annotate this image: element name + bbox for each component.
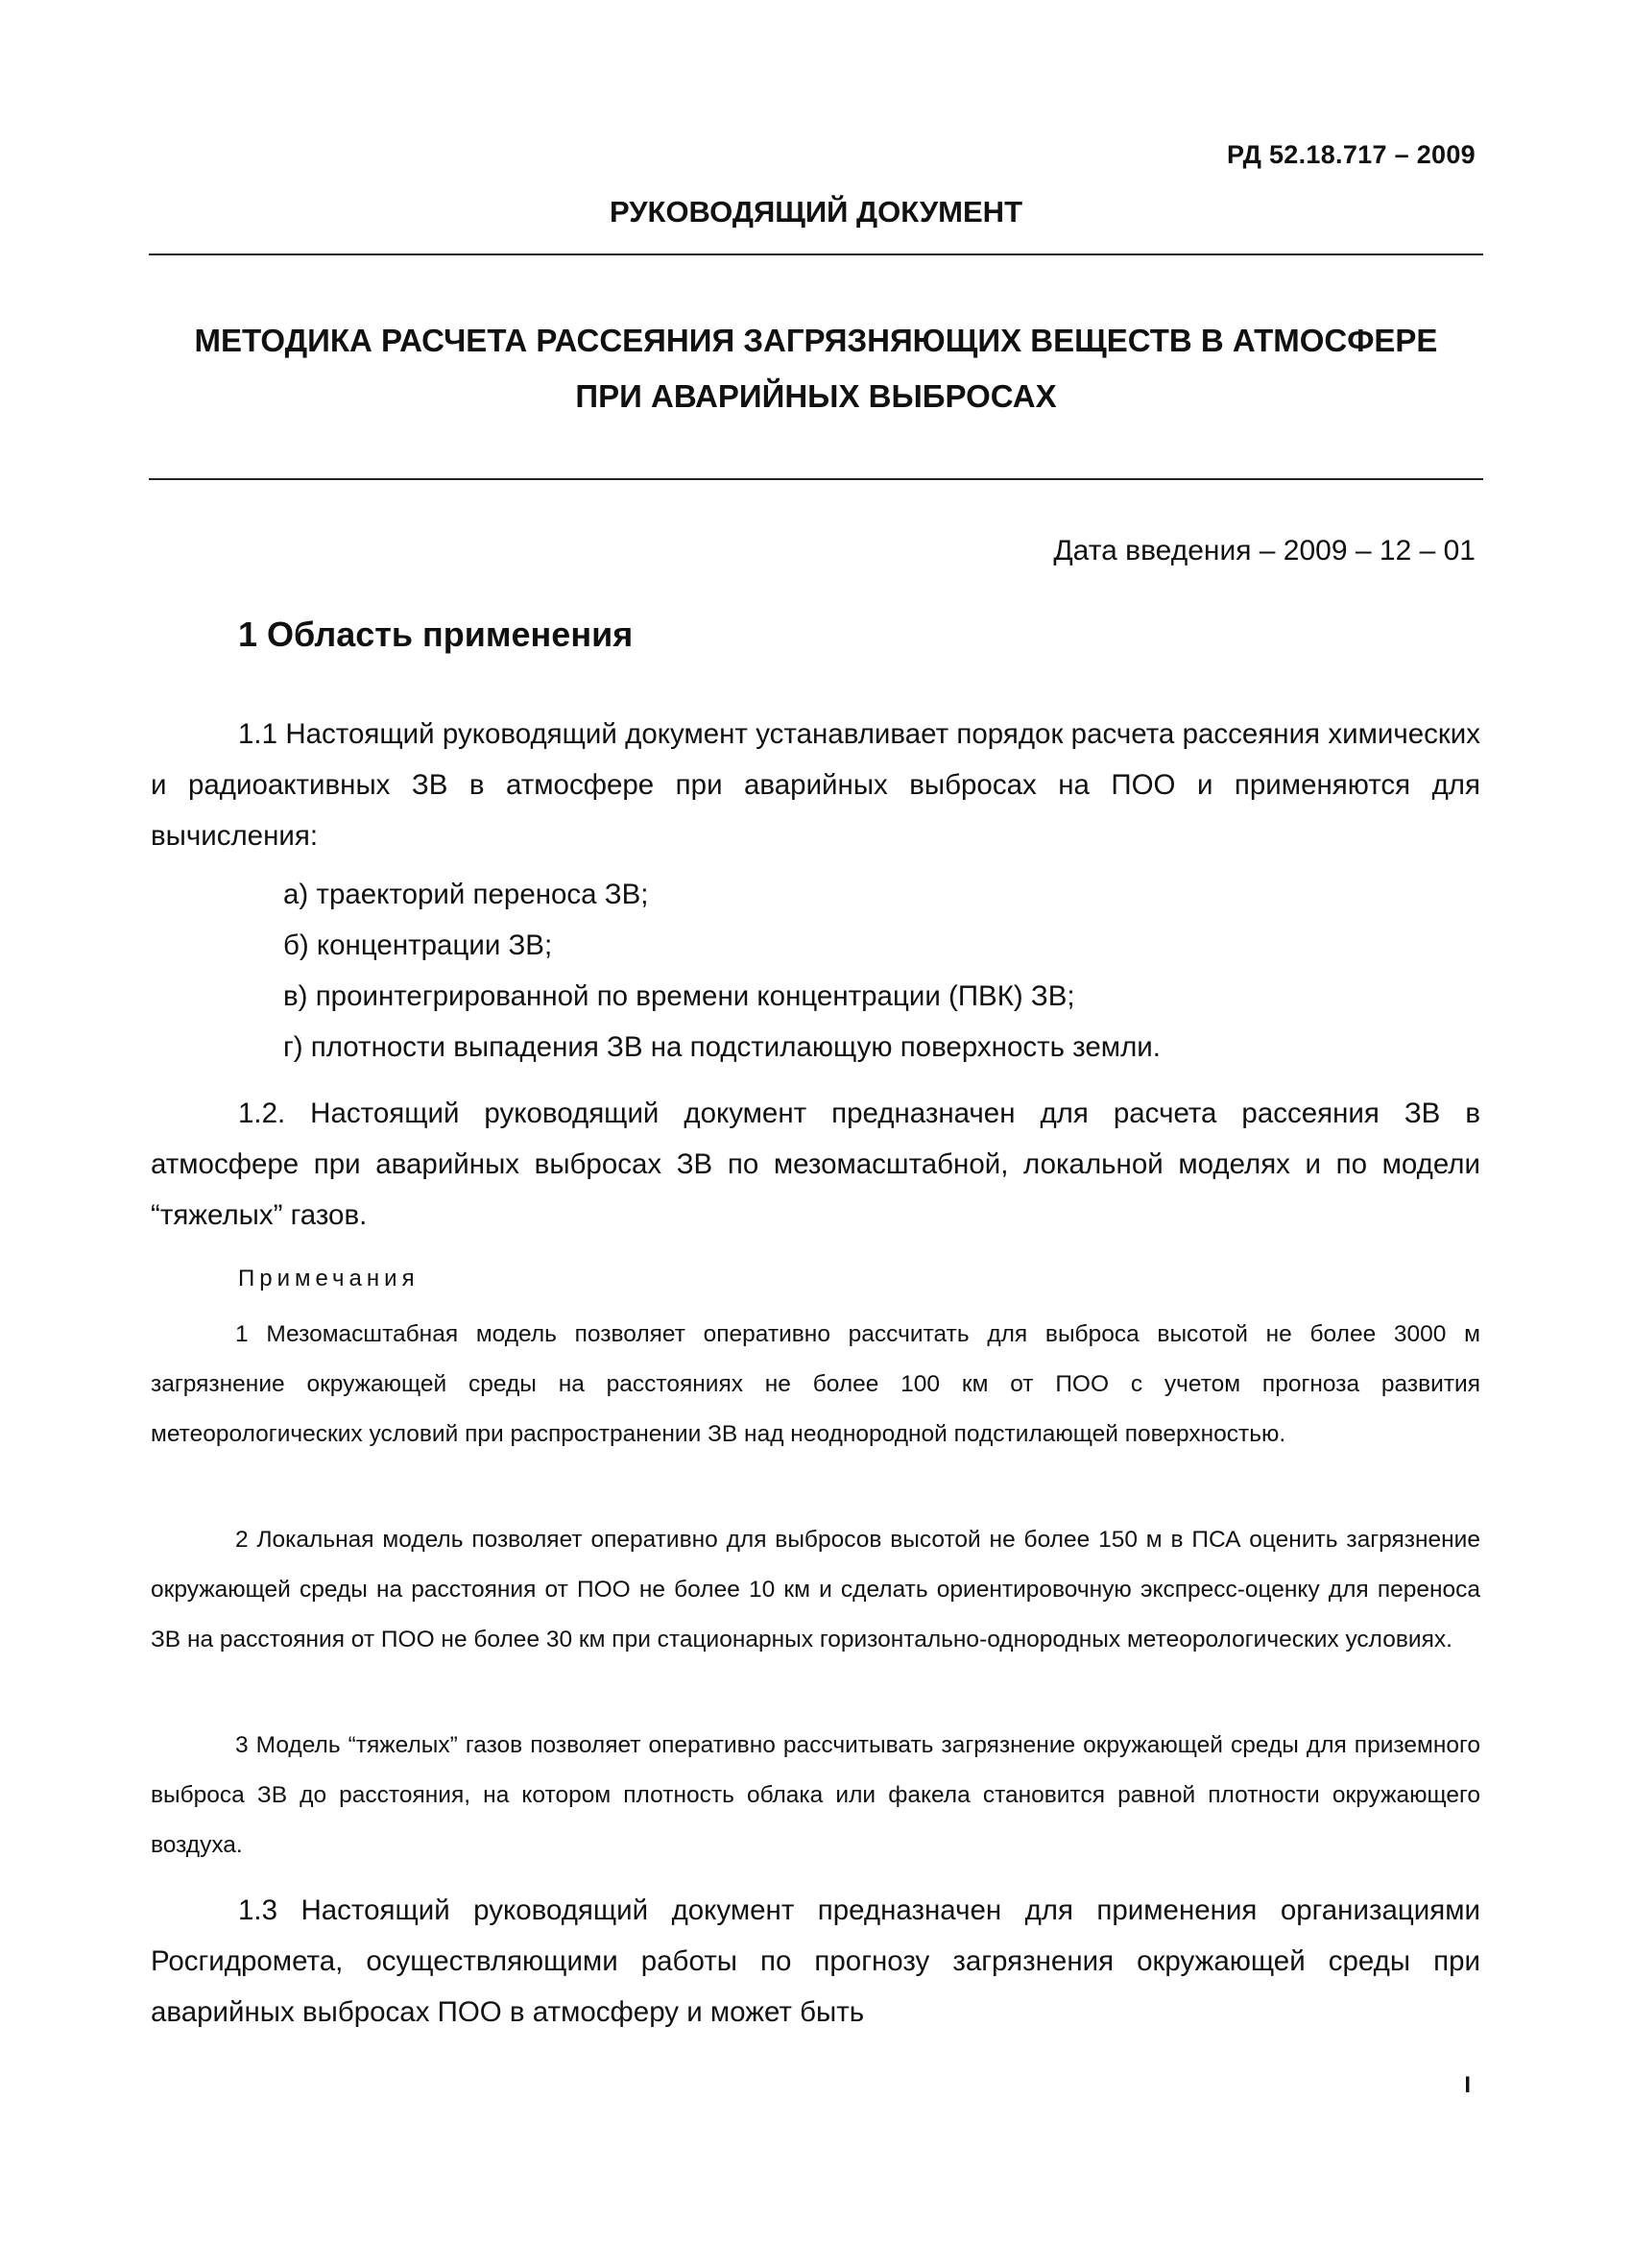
paragraph-1-3-text: 1.3 Настоящий руководящий документ предназначен для применения организациями Росгидромета, осуществляющими работы по прогнозу загрязнения окружающей среды при аварийных выбросах ПОО в атмосферу и может быть: [151, 1894, 1480, 2028]
paragraph-1-1: [151, 709, 1480, 861]
list-item-b: б) концентрации ЗВ;: [283, 929, 553, 961]
top-divider: [149, 253, 1483, 255]
note-3-text: 3 Модель “тяжелых” газов позволяет оперативно рассчитывать загрязнение окружающей среды для приземного выброса ЗВ до расстояния, на котором плотность облака или факела становится равной плотности окружающего воздуха.: [151, 1732, 1480, 1858]
note-2: [151, 1515, 1480, 1665]
effective-date: Дата введения – 2009 – 12 – 01: [1053, 535, 1476, 567]
paragraph-1-1-text: 1.1 Настоящий руководящий документ устанавливает порядок расчета рассеяния химических и радиоактивных ЗВ в атмосфере при аварийных выбросах на ПОО и применяются для вычисления:: [151, 718, 1480, 852]
list-item-d: г) плотности выпадения ЗВ на подстилающую поверхность земли.: [283, 1031, 1161, 1063]
document-title-line-2: ПРИ АВАРИЙНЫХ ВЫБРОСАХ: [575, 378, 1057, 414]
note-2-text: 2 Локальная модель позволяет оперативно для выбросов высотой не более 150 м в ПСА оценить загрязнение окружающей среды на расстояния от ПОО не более 10 км и сделать ориентировочную экспресс-оценку для переноса ЗВ на расстояния от ПОО не более 30 км при стационарных горизонтально-однородных метеорологических условиях.: [151, 1527, 1480, 1653]
list-item-a: а) траекторий переноса ЗВ;: [283, 879, 649, 910]
page-number: I: [1464, 2072, 1471, 2098]
document-title-line-1: МЕТОДИКА РАСЧЕТА РАССЕЯНИЯ ЗАГРЯЗНЯЮЩИХ ВЕЩЕСТВ В АТМОСФЕРЕ: [194, 323, 1438, 358]
note-1: [151, 1310, 1480, 1460]
notes-heading: Примечания: [238, 1266, 420, 1291]
document-code: РД 52.18.717 – 2009: [1227, 140, 1476, 169]
paragraph-1-2-text: 1.2. Настоящий руководящий документ предназначен для расчета рассеяния ЗВ в атмосфере при аварийных выбросах ЗВ по мезомасштабной, локальной моделях и по модели “тяжелых” газов.: [151, 1098, 1480, 1231]
paragraph-1-2: [151, 1088, 1480, 1241]
list-item-c: в) проинтегрированной по времени концентрации (ПВК) ЗВ;: [283, 980, 1075, 1012]
section-heading: 1 Область применения: [238, 615, 634, 654]
paragraph-1-3: [151, 1885, 1480, 2038]
note-3: [151, 1721, 1480, 1870]
document-kind-heading: РУКОВОДЯЩИЙ ДОКУМЕНТ: [609, 195, 1023, 229]
title-divider: [149, 478, 1483, 480]
note-1-text: 1 Мезомасштабная модель позволяет оперативно рассчитать для выброса высотой не более 3000 м загрязнение окружающей среды на расстояниях не более 100 км от ПОО с учетом прогноза развития метеорологических условий при распространении ЗВ над неоднородной подстилающей поверхностью.: [151, 1321, 1480, 1447]
